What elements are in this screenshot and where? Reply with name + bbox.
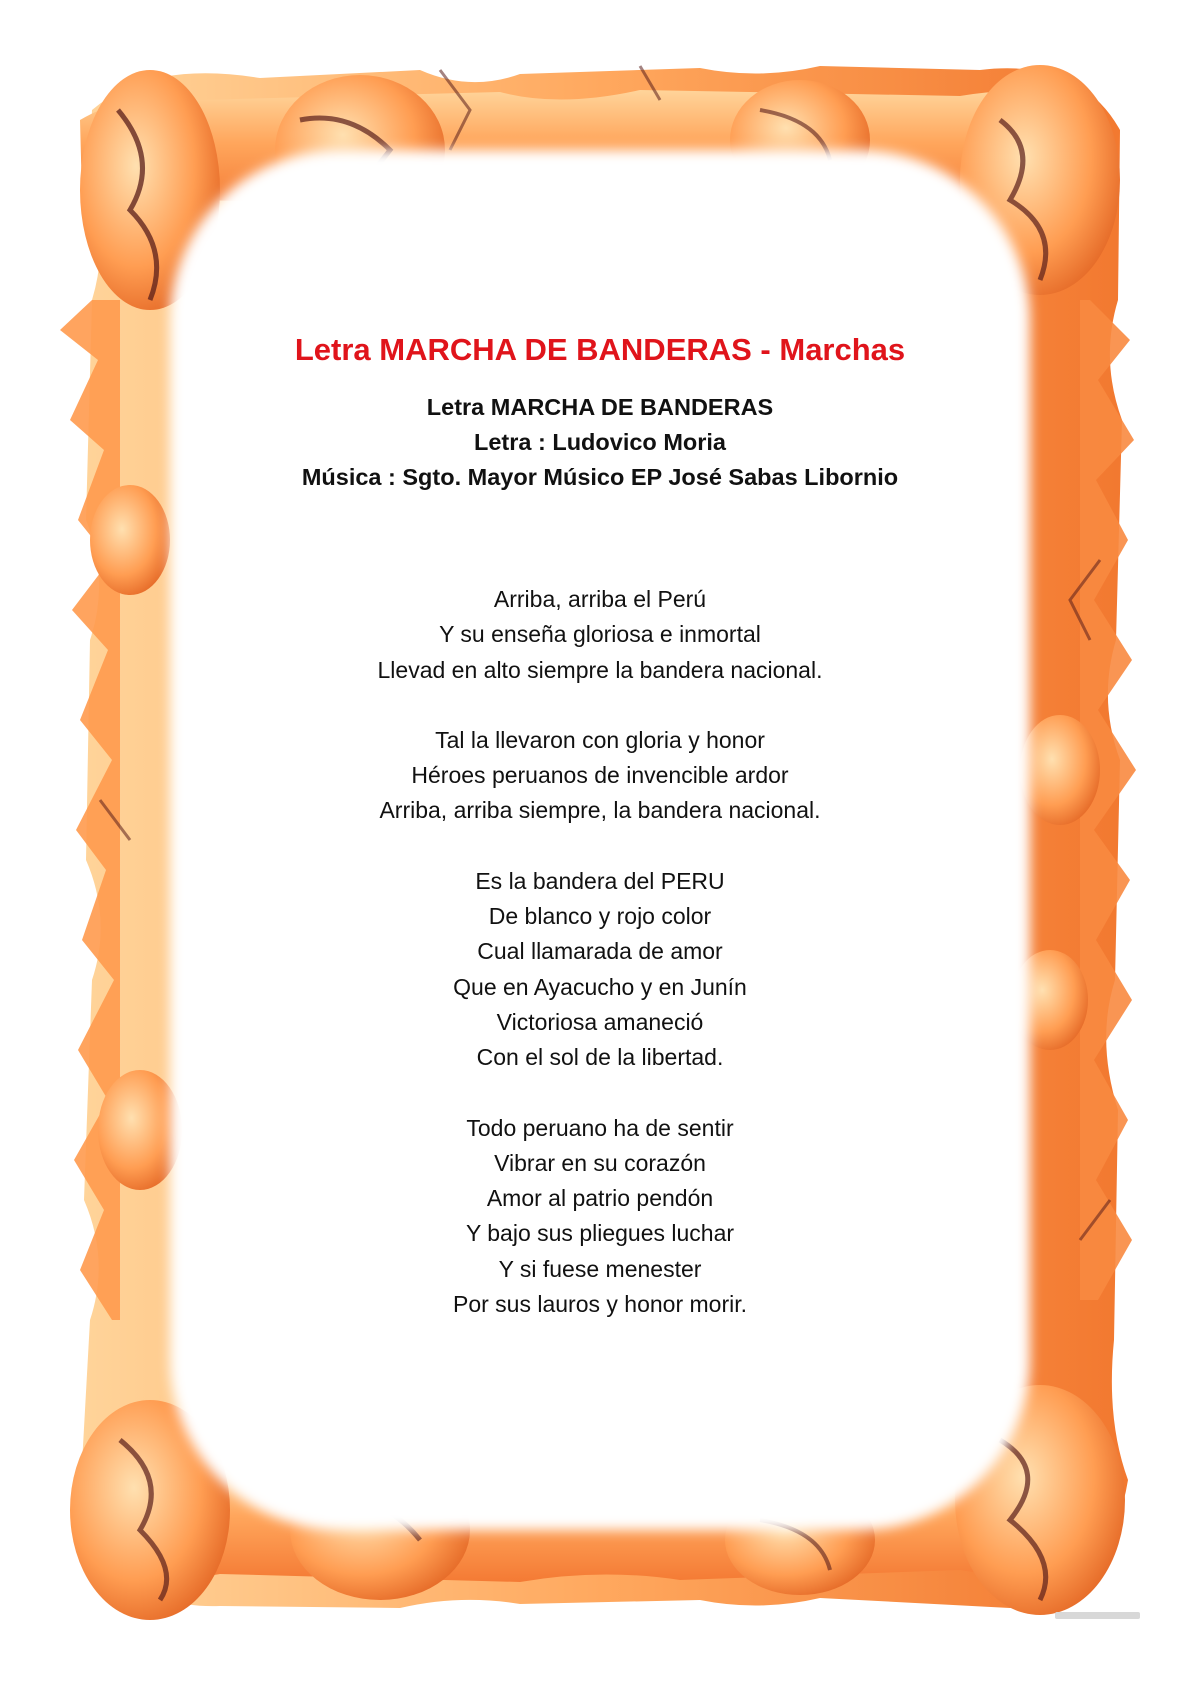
- credits-block: [250, 390, 950, 495]
- credit-line: Letra : Ludovico Moria: [474, 429, 726, 455]
- lyric-line: Amor al patrio pendón: [486, 1185, 714, 1212]
- lyric-line: Vibrar en su corazón: [494, 1149, 706, 1176]
- stanza: [250, 864, 950, 1076]
- lyric-line: Y bajo sus pliegues luchar: [465, 1220, 735, 1247]
- credit-line: Letra MARCHA DE BANDERAS: [426, 394, 774, 420]
- credit-line: Música : Sgto. Mayor Músico EP José Sabas Libornio: [301, 464, 899, 490]
- lyric-line: Héroes peruanos de invencible ardor: [411, 762, 789, 789]
- lyric-line: Y su enseña gloriosa e inmortal: [439, 621, 761, 648]
- lyric-line: Llevad en alto siempre la bandera nacional.: [377, 656, 823, 683]
- lyric-line: Y si fuese menester: [498, 1255, 702, 1282]
- stanza: [250, 1111, 950, 1323]
- lyric-line: Es la bandera del PERU: [475, 867, 725, 894]
- lyric-line: Victoriosa amaneció: [496, 1008, 704, 1035]
- lyric-line: Tal la llevaron con gloria y honor: [435, 726, 765, 753]
- lyric-line: Todo peruano ha de sentir: [466, 1114, 734, 1141]
- lyric-line: Que en Ayacucho y en Junín: [453, 973, 747, 1000]
- lyric-line: Arriba, arriba el Perú: [493, 586, 707, 612]
- lyric-line: Cual llamarada de amor: [477, 938, 723, 965]
- watermark-mark: [1055, 1612, 1140, 1619]
- lyric-line: Con el sol de la libertad.: [476, 1044, 724, 1071]
- lyric-line: De blanco y rojo color: [488, 903, 712, 930]
- stanza: [250, 582, 950, 688]
- document-title: Letra MARCHA DE BANDERAS - Marchas: [294, 332, 906, 367]
- lyric-line: Por sus lauros y honor morir.: [452, 1291, 747, 1318]
- stanza: [250, 723, 950, 829]
- document-body: [250, 330, 950, 1357]
- lyric-line: Arriba, arriba siempre, la bandera nacional.: [379, 797, 821, 824]
